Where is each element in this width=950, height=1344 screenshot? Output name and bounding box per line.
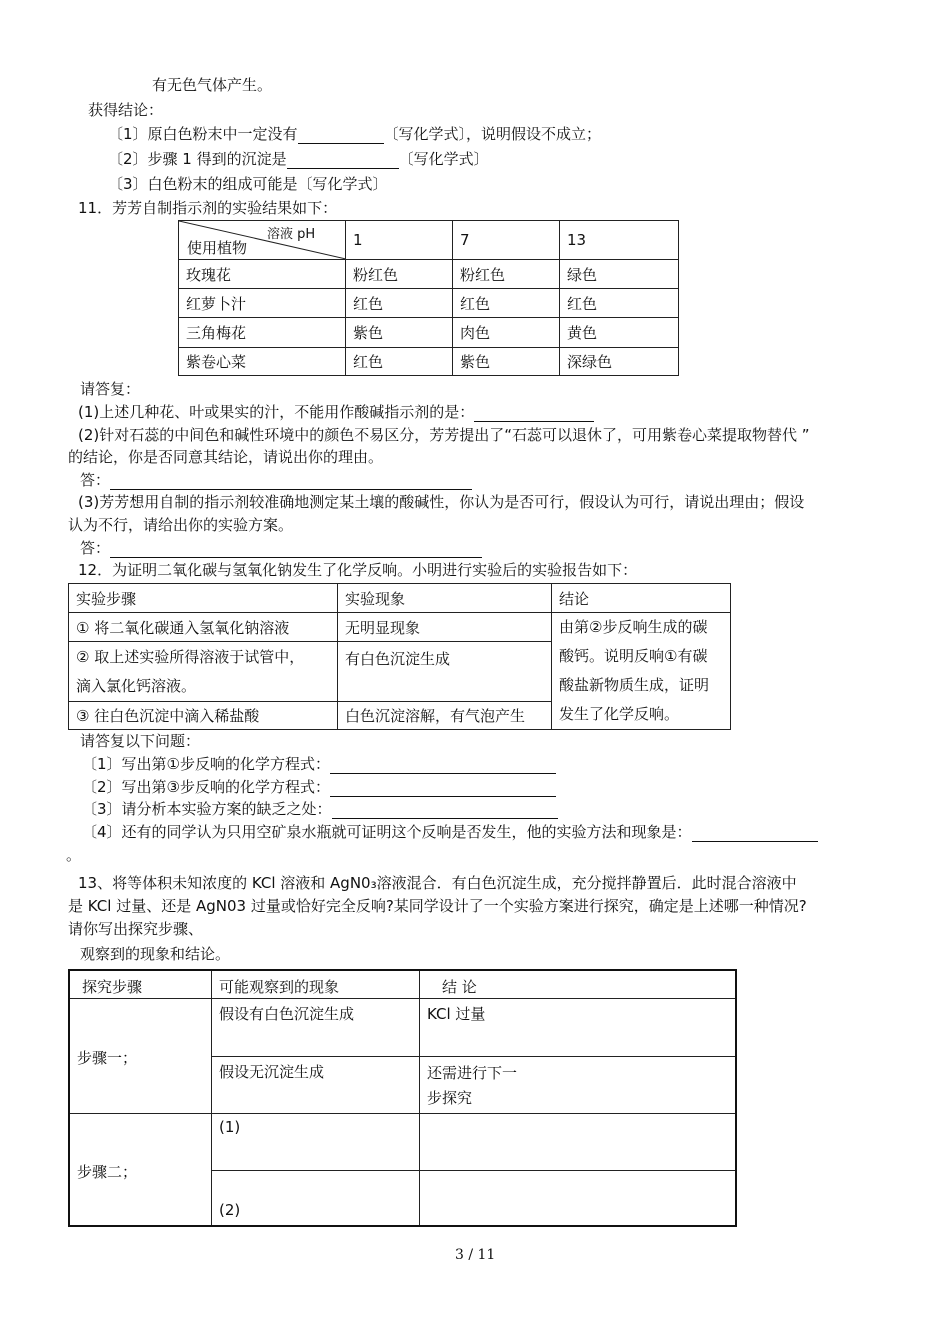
ph-header: 1 [346,221,453,260]
answer-blank[interactable] [330,758,556,774]
color-cell: 红色 [346,348,453,376]
color-cell: 深绿色 [560,348,679,376]
indicator-table [178,220,679,376]
step-cell: ② 取上述实验所得溶液于试管中， 滴入氯化钙溶液。 [69,642,338,702]
phenomenon-cell: 假设有白色沉淀生成 [212,998,420,1056]
q12-question-2: 〔2〕写出第③步反响的化学方程式： [82,777,556,797]
phenomenon-cell: 白色沉淀溶解，有气泡产生 [338,701,552,729]
q12-intro: 请答复以下问题： [80,732,201,750]
phenomenon-cell: 无明显现象 [338,613,552,642]
table-row [69,998,736,1056]
answer-blank[interactable] [110,542,482,558]
conclusion-3: 〔3〕白色粉末的组成可能是〔写化学式〕 [108,175,388,193]
answer-blank[interactable] [330,781,556,797]
table-row [179,289,679,318]
sentence-end: 。 [66,846,82,864]
answer-intro: 请答复： [80,380,141,398]
table-row [69,613,731,642]
column-header: 实验现象 [338,584,552,613]
phenomenon-cell: 假设无沉淀生成 [212,1056,420,1113]
ph-header: 13 [560,221,679,260]
q13-text: 13、将等体积未知浓度的 KCl 溶液和 AgN0₃溶液混合．有白色沉淀生成，充分搅拌静置后．此时混合溶液中 [78,874,797,892]
page-number: 3 / 11 [455,1247,496,1263]
q12-question-3: 〔3〕请分析本实验方案的缺乏之处： [82,799,558,819]
q12-question-1: 〔1〕写出第①步反响的化学方程式： [82,754,556,774]
q11-part-3a: (3)芳芳想用自制的指示剂较准确地测定某土壤的酸碱性，你认为是否可行，假设认为可行，请说出理由；假设 [78,493,805,511]
plant-cell: 红萝卜汁 [179,289,346,318]
q11-part-2b: 的结论，你是否同意其结论，请说出你的理由。 [68,448,384,466]
table-row [179,348,679,376]
conclusion-cell[interactable] [420,1113,737,1170]
column-header: 结 论 [420,970,737,998]
conclusion-cell: 由第②步反响生成的碳 酸钙。说明反响①有碳 酸盐新物质生成，证明 发生了化学反响。 [552,613,731,730]
color-cell: 红色 [346,289,453,318]
table-row [179,318,679,348]
answer-line: 答： [80,538,482,558]
answer-blank[interactable] [474,406,594,422]
color-cell: 红色 [560,289,679,318]
color-cell: 黄色 [560,318,679,348]
answer-blank[interactable] [110,474,472,490]
plant-cell: 紫卷心菜 [179,348,346,376]
step-cell: ① 将二氧化碳通入氢氧化钠溶液 [69,613,338,642]
q11-part-3b: 认为不行，请给出你的实验方案。 [68,516,294,534]
conclusion-2: 〔2〕步骤 1 得到的沉淀是 〔写化学式〕 [108,150,489,168]
conclusion-cell: KCl 过量 [420,998,737,1056]
phenomenon-cell: 有白色沉淀生成 [338,642,552,702]
q12-question-4: 〔4〕还有的同学认为只用空矿泉水瓶就可证明这个反响是否发生，他的实验方法和现象是： [82,822,818,842]
q11-part-2a: (2)针对石蕊的中间色和碱性环境中的颜色不易区分，芳芳提出了“石蕊可以退休了，可用紫卷心菜提取物替代 ” [78,426,810,444]
table-row [69,1113,736,1170]
ph-header-label: 溶液 pH [267,227,316,242]
step-cell: 步骤一； [69,998,212,1113]
experiment-report-table [68,583,731,730]
exploration-table [68,969,737,1227]
color-cell: 粉红色 [346,260,453,289]
step-cell: 步骤二； [69,1113,212,1226]
q13-text: 请你写出探究步骤、 [68,920,204,938]
q13-text: 是 KCl 过量、还是 AgN03 过量或恰好完全反响?某同学设计了一个实验方案进行探究，确定是上述哪一种情况? [68,897,807,915]
color-cell: 红色 [453,289,560,318]
conclusion-1: 〔1〕原白色粉末中一定没有 〔写化学式〕，说明假设不成立； [108,125,602,143]
conclusion-title: 获得结论： [88,101,164,119]
ph-header: 7 [453,221,560,260]
column-header: 可能观察到的现象 [212,970,420,998]
phenomenon-cell[interactable]: (2) [212,1170,420,1226]
column-header: 探究步骤 [69,970,212,998]
conclusion-cell: 还需进行下一 步探究 [420,1056,737,1113]
q11-part-1: (1)上述几种花、叶或果实的汁，不能用作酸碱指示剂的是： [78,402,594,422]
q13-text: 观察到的现象和结论。 [80,945,231,963]
q11-title: 11．芳芳自制指示剂的实验结果如下： [78,199,338,217]
phenomenon-cell[interactable]: (1) [212,1113,420,1170]
answer-blank[interactable] [692,826,818,842]
q12-title: 12．为证明二氧化碳与氢氧化钠发生了化学反响。小明进行实验后的实验报告如下： [78,561,638,579]
conclusion-cell[interactable] [420,1170,737,1226]
answer-line: 答： [80,470,472,490]
color-cell: 紫色 [346,318,453,348]
column-header: 实验步骤 [69,584,338,613]
answer-blank[interactable] [332,803,558,819]
plant-cell: 三角梅花 [179,318,346,348]
column-header: 结论 [552,584,731,613]
answer-blank[interactable] [298,128,384,144]
table-row [179,260,679,289]
diagonal-header-cell [179,221,346,260]
answer-blank[interactable] [287,153,399,169]
color-cell: 肉色 [453,318,560,348]
color-cell: 紫色 [453,348,560,376]
color-cell: 粉红色 [453,260,560,289]
step-cell: ③ 往白色沉淀中滴入稀盐酸 [69,701,338,729]
text-line: 有无色气体产生。 [152,76,273,94]
color-cell: 绿色 [560,260,679,289]
plant-cell: 玫瑰花 [179,260,346,289]
plant-header-label: 使用植物 [187,239,248,257]
